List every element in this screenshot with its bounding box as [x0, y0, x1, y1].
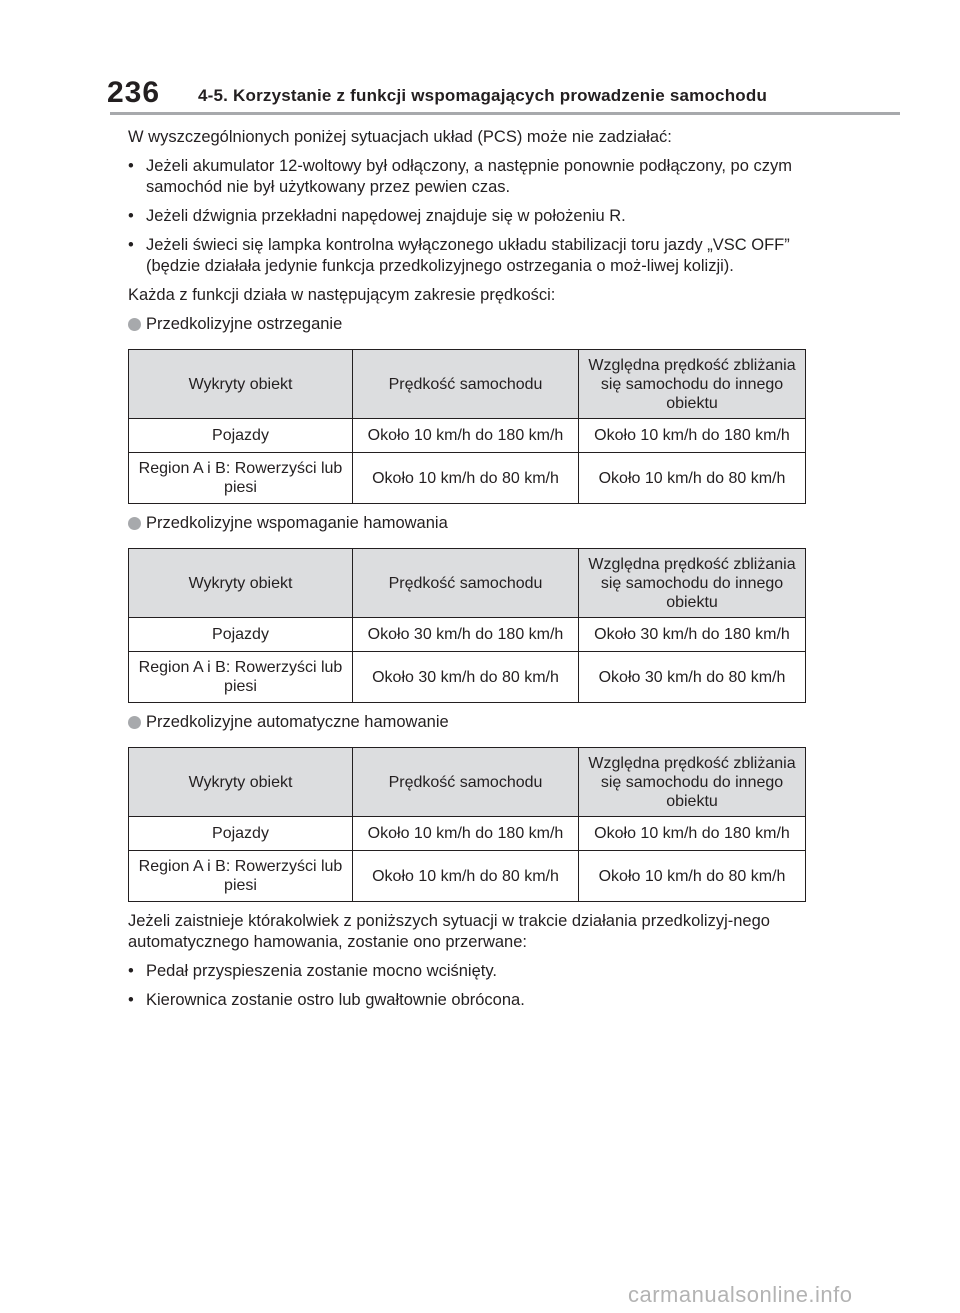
circle-bullet-icon [128, 517, 141, 530]
table-cell: Około 10 km/h do 180 km/h [579, 817, 806, 851]
section-heading [128, 314, 806, 335]
closing-paragraph: Jeżeli zaistnieje którakolwiek z poniższych sytuacji w trakcie działania przedkolizyj-nego automatycznego hamowania, zostanie ono przerwane: [128, 912, 770, 951]
table-cell: Około 30 km/h do 80 km/h [353, 652, 579, 703]
page-number: 236 [107, 76, 161, 109]
section-heading [128, 712, 806, 733]
bullet-text: Jeżeli akumulator 12-woltowy był odłączony, a następnie ponownie podłączony, po czym samochód nie był użytkowany przez pewien czas. [146, 157, 792, 196]
watermark: carmanualsonline.info [628, 1282, 853, 1307]
table-header-row [129, 350, 806, 419]
table-cell: Około 10 km/h do 180 km/h [579, 419, 806, 453]
section-header-title: 4-5. Korzystanie z funkcji wspomagających prowadzenie samochodu [198, 86, 768, 105]
table-cell: Pojazdy [129, 419, 353, 453]
page-content [128, 127, 806, 1019]
table-cell: Pojazdy [129, 817, 353, 851]
table-header-cell: Względna prędkość zbliżania się samochodu do innego obiektu [579, 748, 806, 817]
section-title: Przedkolizyjne wspomaganie hamowania [146, 514, 448, 532]
bullet-dot: • [128, 991, 134, 1009]
bullet-item [128, 990, 806, 1011]
table-header-cell: Wykryty obiekt [129, 549, 353, 618]
bullet-dot: • [128, 962, 134, 980]
table-header-cell: Względna prędkość zbliżania się samochodu do innego obiektu [579, 549, 806, 618]
table-header-row [129, 549, 806, 618]
section-heading [128, 513, 806, 534]
table-header-cell: Prędkość samochodu [353, 549, 579, 618]
table-cell: Około 10 km/h do 80 km/h [579, 851, 806, 902]
section-title: Przedkolizyjne automatyczne hamowanie [146, 713, 449, 731]
table-cell: Około 10 km/h do 80 km/h [353, 453, 579, 504]
bullet-dot: • [128, 207, 134, 225]
bullet-text: Pedał przyspieszenia zostanie mocno wciśnięty. [146, 962, 497, 980]
table-cell: Około 30 km/h do 80 km/h [579, 652, 806, 703]
circle-bullet-icon [128, 318, 141, 331]
table-header-cell: Prędkość samochodu [353, 350, 579, 419]
table-cell: Region A i B: Rowerzyści lub piesi [129, 453, 353, 504]
circle-bullet-icon [128, 716, 141, 729]
table-header-row [129, 748, 806, 817]
bullet-text: Kierownica zostanie ostro lub gwałtownie obrócona. [146, 991, 525, 1009]
table-header-cell: Prędkość samochodu [353, 748, 579, 817]
speed-table [128, 349, 806, 504]
table-cell: Około 30 km/h do 180 km/h [353, 618, 579, 652]
bullet-dot: • [128, 236, 134, 254]
speed-table [128, 548, 806, 703]
table-cell: Region A i B: Rowerzyści lub piesi [129, 851, 353, 902]
section-title: Przedkolizyjne ostrzeganie [146, 315, 343, 333]
bullet-dot: • [128, 157, 134, 175]
table-cell: Pojazdy [129, 618, 353, 652]
table-cell: Około 10 km/h do 180 km/h [353, 419, 579, 453]
speed-table [128, 747, 806, 902]
table-row [129, 817, 806, 851]
table-header-cell: Względna prędkość zbliżania się samochodu do innego obiektu [579, 350, 806, 419]
table-header-cell: Wykryty obiekt [129, 350, 353, 419]
table-cell: Około 10 km/h do 80 km/h [353, 851, 579, 902]
intro-paragraph: W wyszczególnionych poniżej sytuacjach układ (PCS) może nie zadziałać: [128, 128, 672, 146]
table-row [129, 618, 806, 652]
table-cell: Około 30 km/h do 180 km/h [579, 618, 806, 652]
table-cell: Około 10 km/h do 180 km/h [353, 817, 579, 851]
table-row [129, 851, 806, 902]
table-header-cell: Wykryty obiekt [129, 748, 353, 817]
speed-intro-paragraph: Każda z funkcji działa w następującym zakresie prędkości: [128, 286, 556, 304]
bullet-item [128, 961, 806, 982]
header-rule [110, 112, 900, 115]
table-row [129, 652, 806, 703]
table-row [129, 453, 806, 504]
bullet-item [128, 206, 806, 227]
bullet-text: Jeżeli dźwignia przekładni napędowej znajduje się w położeniu R. [146, 207, 626, 225]
table-cell: Region A i B: Rowerzyści lub piesi [129, 652, 353, 703]
table-cell: Około 10 km/h do 80 km/h [579, 453, 806, 504]
bullet-item [128, 156, 806, 198]
bullet-item [128, 235, 806, 277]
table-row [129, 419, 806, 453]
bullet-text: Jeżeli świeci się lampka kontrolna wyłączonego układu stabilizacji toru jazdy „VSC OFF” (będzie działała jedynie funkcja przedkolizyjnego ostrzegania o moż-liwej kolizji). [146, 236, 790, 275]
